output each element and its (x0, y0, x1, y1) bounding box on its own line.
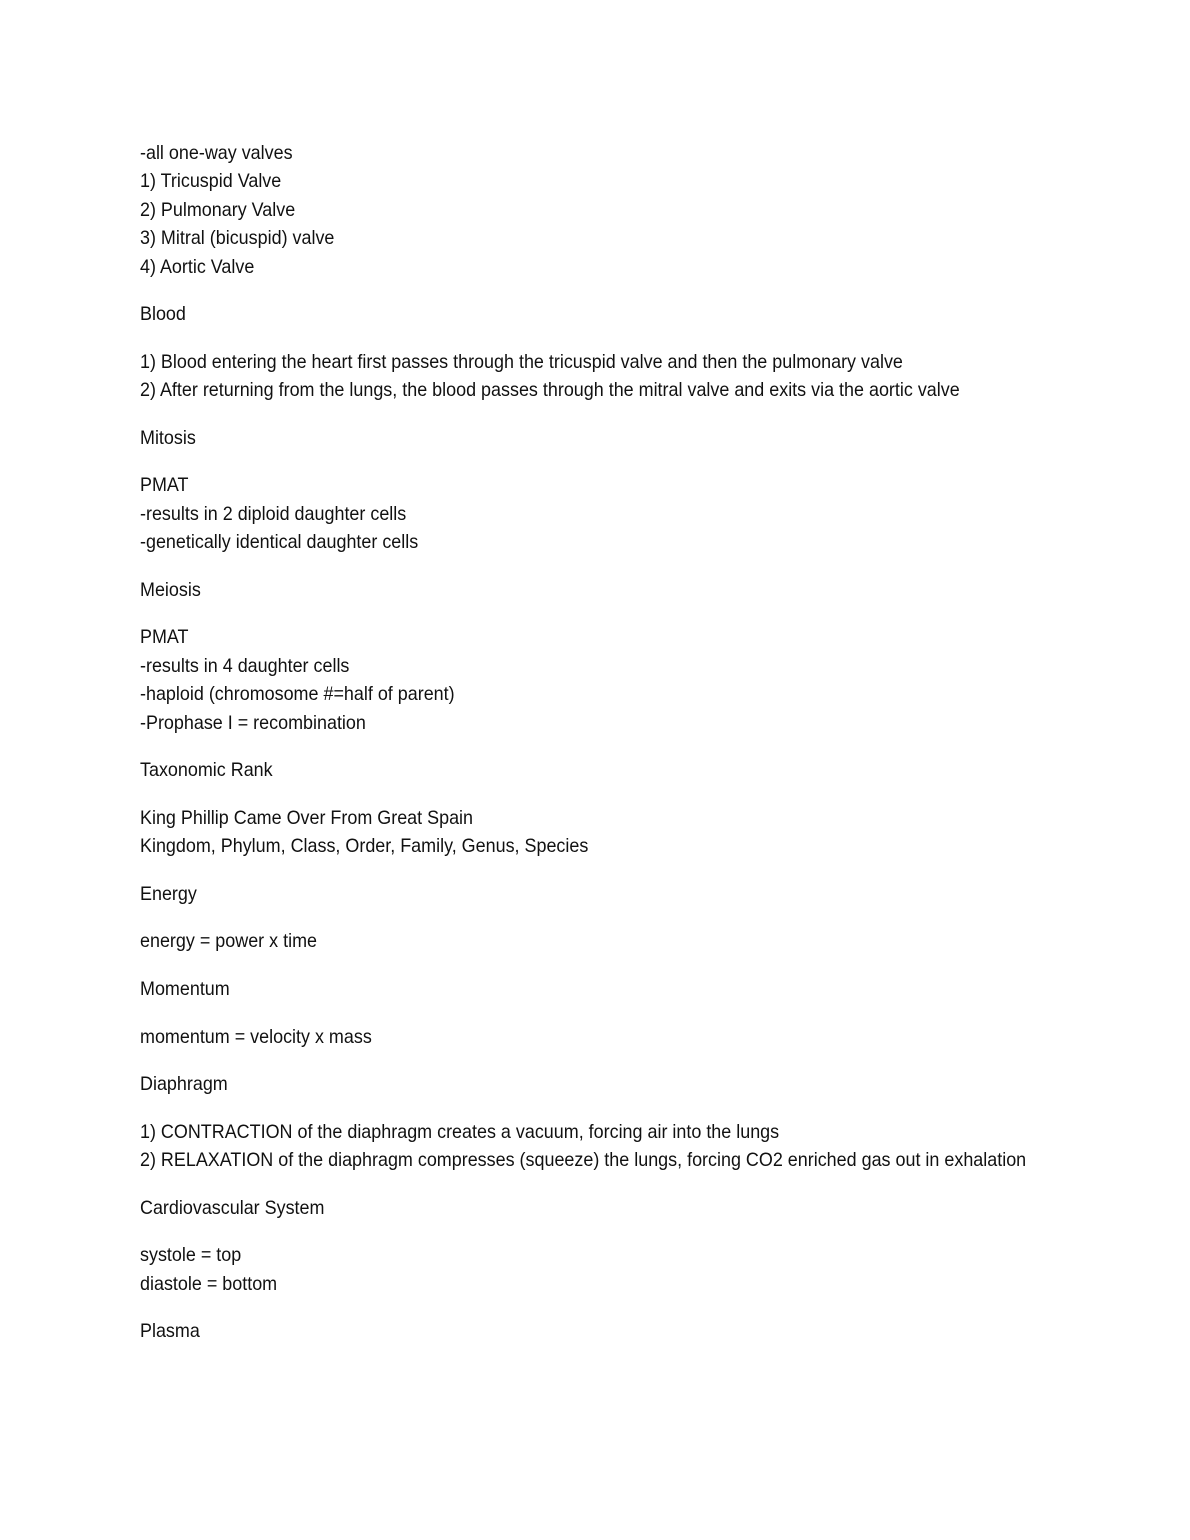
section-heading: momentum = velocity x mass (140, 1025, 372, 1048)
section-heading: Diaphragm (140, 1073, 228, 1096)
text-line: 1) Blood entering the heart first passes through the tricuspid valve and then the pulmonary valve (140, 350, 903, 373)
section-heading: Momentum (140, 978, 230, 1000)
paragraph (140, 1194, 1060, 1222)
section-heading: Cardiovascular System (140, 1196, 325, 1219)
text-line: Kingdom, Phylum, Class, Order, Family, Genus, Species (140, 835, 589, 858)
paragraph (140, 880, 1060, 908)
paragraph (140, 975, 1060, 1003)
paragraph (140, 576, 1060, 604)
paragraph (140, 1317, 1060, 1345)
paragraph (140, 471, 1060, 556)
text-line: -results in 4 daughter cells (140, 654, 350, 677)
section-heading: Meiosis (140, 578, 201, 601)
text-line: systole = top (140, 1244, 242, 1267)
paragraph (140, 348, 1060, 405)
section-heading: Taxonomic Rank (140, 759, 273, 782)
paragraph (140, 804, 1060, 861)
paragraph (140, 756, 1060, 784)
text-line: 2) RELAXATION of the diaphragm compresses (squeeze) the lungs, forcing CO2 enriched gas out in exhalation (140, 1149, 1027, 1172)
text-line: -Prophase I = recombination (140, 711, 366, 734)
paragraph (140, 927, 1060, 955)
section-heading: Plasma (140, 1320, 200, 1343)
paragraph (140, 1118, 1060, 1175)
section-heading: Mitosis (140, 426, 196, 449)
text-line: -all one-way valves (140, 142, 293, 164)
text-line: diastole = bottom (140, 1272, 278, 1295)
document-body (140, 139, 1060, 1365)
paragraph (140, 623, 1060, 737)
paragraph (140, 1070, 1060, 1098)
text-line: 2) Pulmonary Valve (140, 198, 296, 221)
paragraph (140, 1241, 1060, 1298)
section-heading: Blood (140, 303, 186, 326)
paragraph (140, 300, 1060, 328)
text-line: -results in 2 diploid daughter cells (140, 502, 407, 525)
text-line: 1) Tricuspid Valve (140, 170, 282, 193)
section-heading: Energy (140, 882, 197, 905)
paragraph (140, 1023, 1060, 1051)
paragraph (140, 424, 1060, 452)
text-line: 2) After returning from the lungs, the blood passes through the mitral valve and exits via the aortic valve (140, 379, 960, 402)
paragraph (140, 139, 1060, 281)
text-line: PMAT (140, 474, 189, 497)
text-line: -haploid (chromosome #=half of parent) (140, 683, 455, 706)
text-line: PMAT (140, 626, 189, 649)
section-heading: energy = power x time (140, 930, 317, 953)
text-line: 3) Mitral (bicuspid) valve (140, 227, 335, 250)
text-line: 4) Aortic Valve (140, 255, 255, 278)
text-line: -genetically identical daughter cells (140, 531, 419, 554)
text-line: 1) CONTRACTION of the diaphragm creates a vacuum, forcing air into the lungs (140, 1120, 780, 1143)
text-line: King Phillip Came Over From Great Spain (140, 806, 474, 829)
